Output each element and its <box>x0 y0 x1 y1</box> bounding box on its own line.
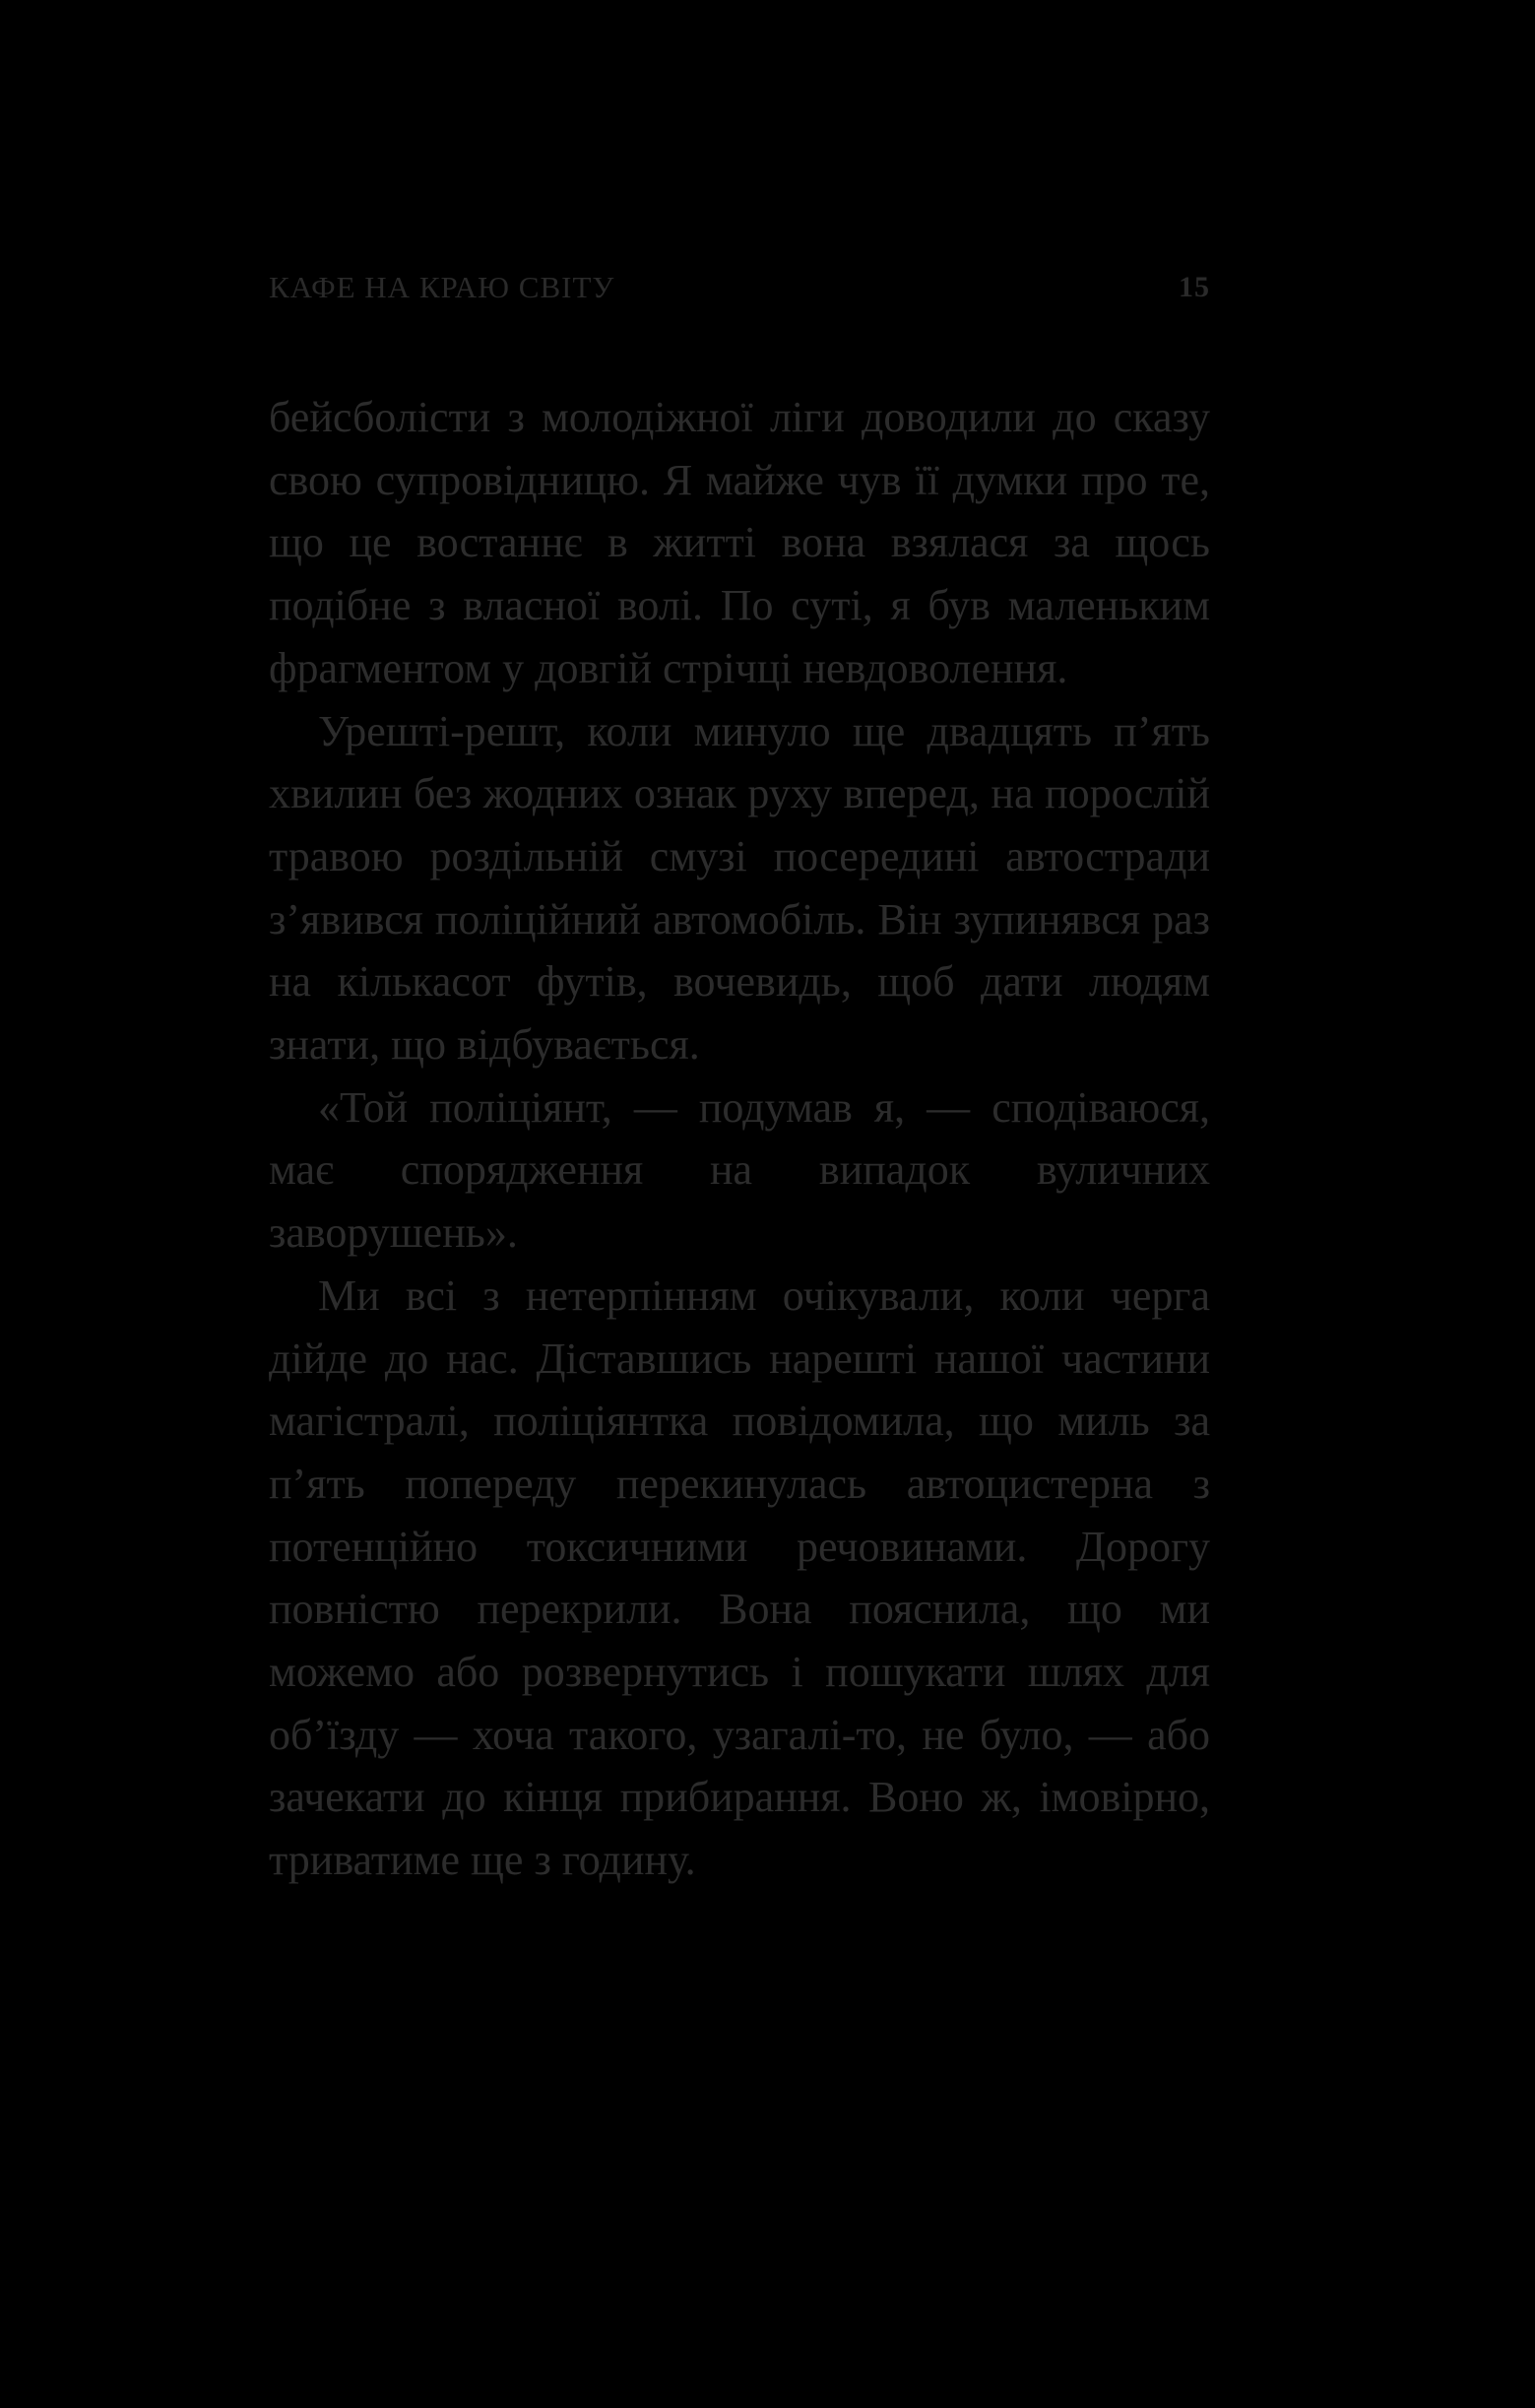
paragraph-1: бейсболісти з молодіжної ліги доводили до сказу свою супровідницю. Я майже чув її думки про те, що це востаннє в житті вона взялася за щось подібне з власної волі. По суті, я був маленьким фрагментом у довгій стрічці невдоволення. <box>269 393 1210 692</box>
paragraph-2: Урешті-решт, коли минуло ще двадцять п’ять хвилин без жодних ознак руху вперед, на порослій травою роздільній смузі посередині автостради з’явився поліційний автомобіль. Він зупинявся раз на кількасот футів, вочевидь, щоб дати людям знати, що відбувається. <box>269 706 1210 1070</box>
body-text <box>269 386 1210 1892</box>
running-header <box>269 268 1210 307</box>
paragraph-4: Ми всі з нетерпінням очікували, коли черга дійде до нас. Діставшись нарешті нашої частини магістралі, поліціянтка повідомила, що миль за п’ять попереду перекинулась автоцистерна з потенційно токсичними речовинами. Дорогу повністю перекрили. Вона пояснила, що ми можемо або розвернутись і пошукати шлях для об’їзду — хоча такого, узагалі-то, не було, — або зачекати до кінця прибирання. Воно ж, імовірно, триватиме ще з годину. <box>269 1270 1210 1885</box>
paragraph-3: «Той поліціянт, — подумав я, — сподіваюся, має спорядження на випадок вуличних заворушень». <box>269 1082 1210 1258</box>
book-title: КАФЕ НА КРАЮ СВІТУ <box>269 270 615 304</box>
page-number: 15 <box>1179 271 1210 303</box>
